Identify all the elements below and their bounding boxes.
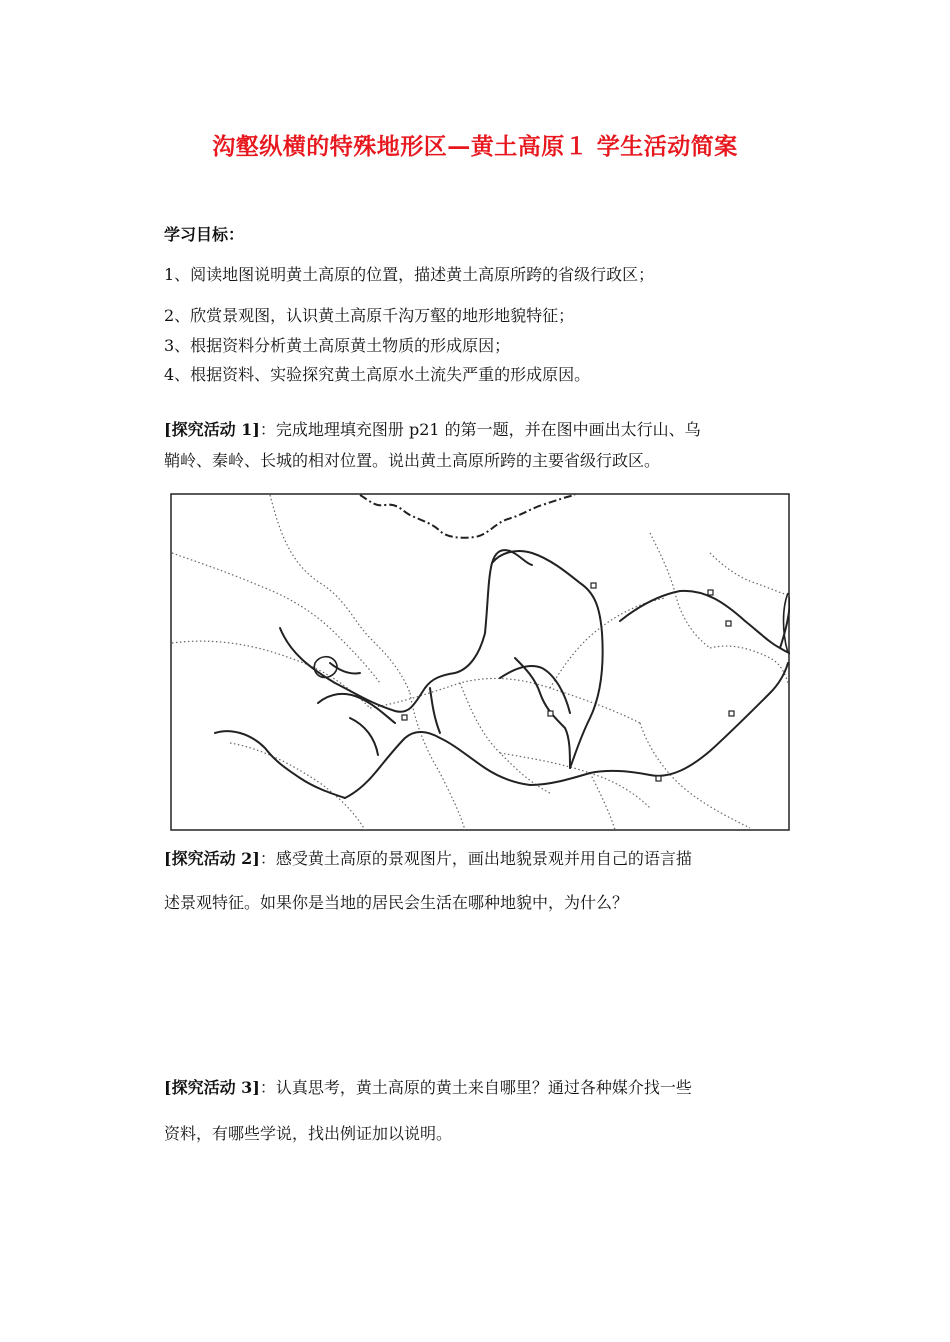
page-title: 沟壑纵横的特殊地形区—黄土高原１ 学生活动简案 bbox=[212, 133, 738, 160]
activity-2-text-1: ：感受黄土高原的景观图片，画出地貌景观并用自己的语言描 bbox=[259, 849, 692, 868]
objective-1: 1、阅读地图说明黄土高原的位置，描述黄土高原所跨的省级行政区； bbox=[164, 265, 655, 284]
activity-3-label: [探究活动 3] bbox=[164, 1078, 260, 1097]
loess-plateau-outline-map bbox=[170, 493, 790, 831]
activity-1-line-1 bbox=[164, 417, 701, 440]
objective-4: 4、根据资料、实验探究黄土高原水土流失严重的形成原因。 bbox=[164, 365, 591, 384]
activity-1-text-1: ：完成地理填充图册 p21 的第一题，并在图中画出太行山、乌 bbox=[259, 420, 701, 439]
activity-3-text-1: ：认真思考，黄土高原的黄土来自哪里？通过各种媒介找一些 bbox=[259, 1078, 692, 1097]
activity-1-line-2: 鞘岭、秦岭、长城的相对位置。说出黄土高原所跨的主要省级行政区。 bbox=[164, 451, 661, 470]
objective-2: 2、欣赏景观图，认识黄土高原千沟万壑的地形地貌特征； bbox=[164, 306, 575, 325]
activity-2-label: [探究活动 2] bbox=[164, 849, 260, 868]
activity-2-line-1 bbox=[164, 846, 692, 869]
activity-3-line-2: 资料，有哪些学说，找出例证加以说明。 bbox=[164, 1124, 453, 1143]
objectives-heading: 学习目标： bbox=[164, 225, 245, 244]
activity-2-line-2: 述景观特征。如果你是当地的居民会生活在哪种地貌中，为什么？ bbox=[164, 893, 629, 912]
objective-3: 3、根据资料分析黄土高原黄土物质的形成原因； bbox=[164, 336, 511, 355]
activity-3-line-1 bbox=[164, 1075, 692, 1098]
activity-1-label: [探究活动 1] bbox=[164, 420, 260, 439]
